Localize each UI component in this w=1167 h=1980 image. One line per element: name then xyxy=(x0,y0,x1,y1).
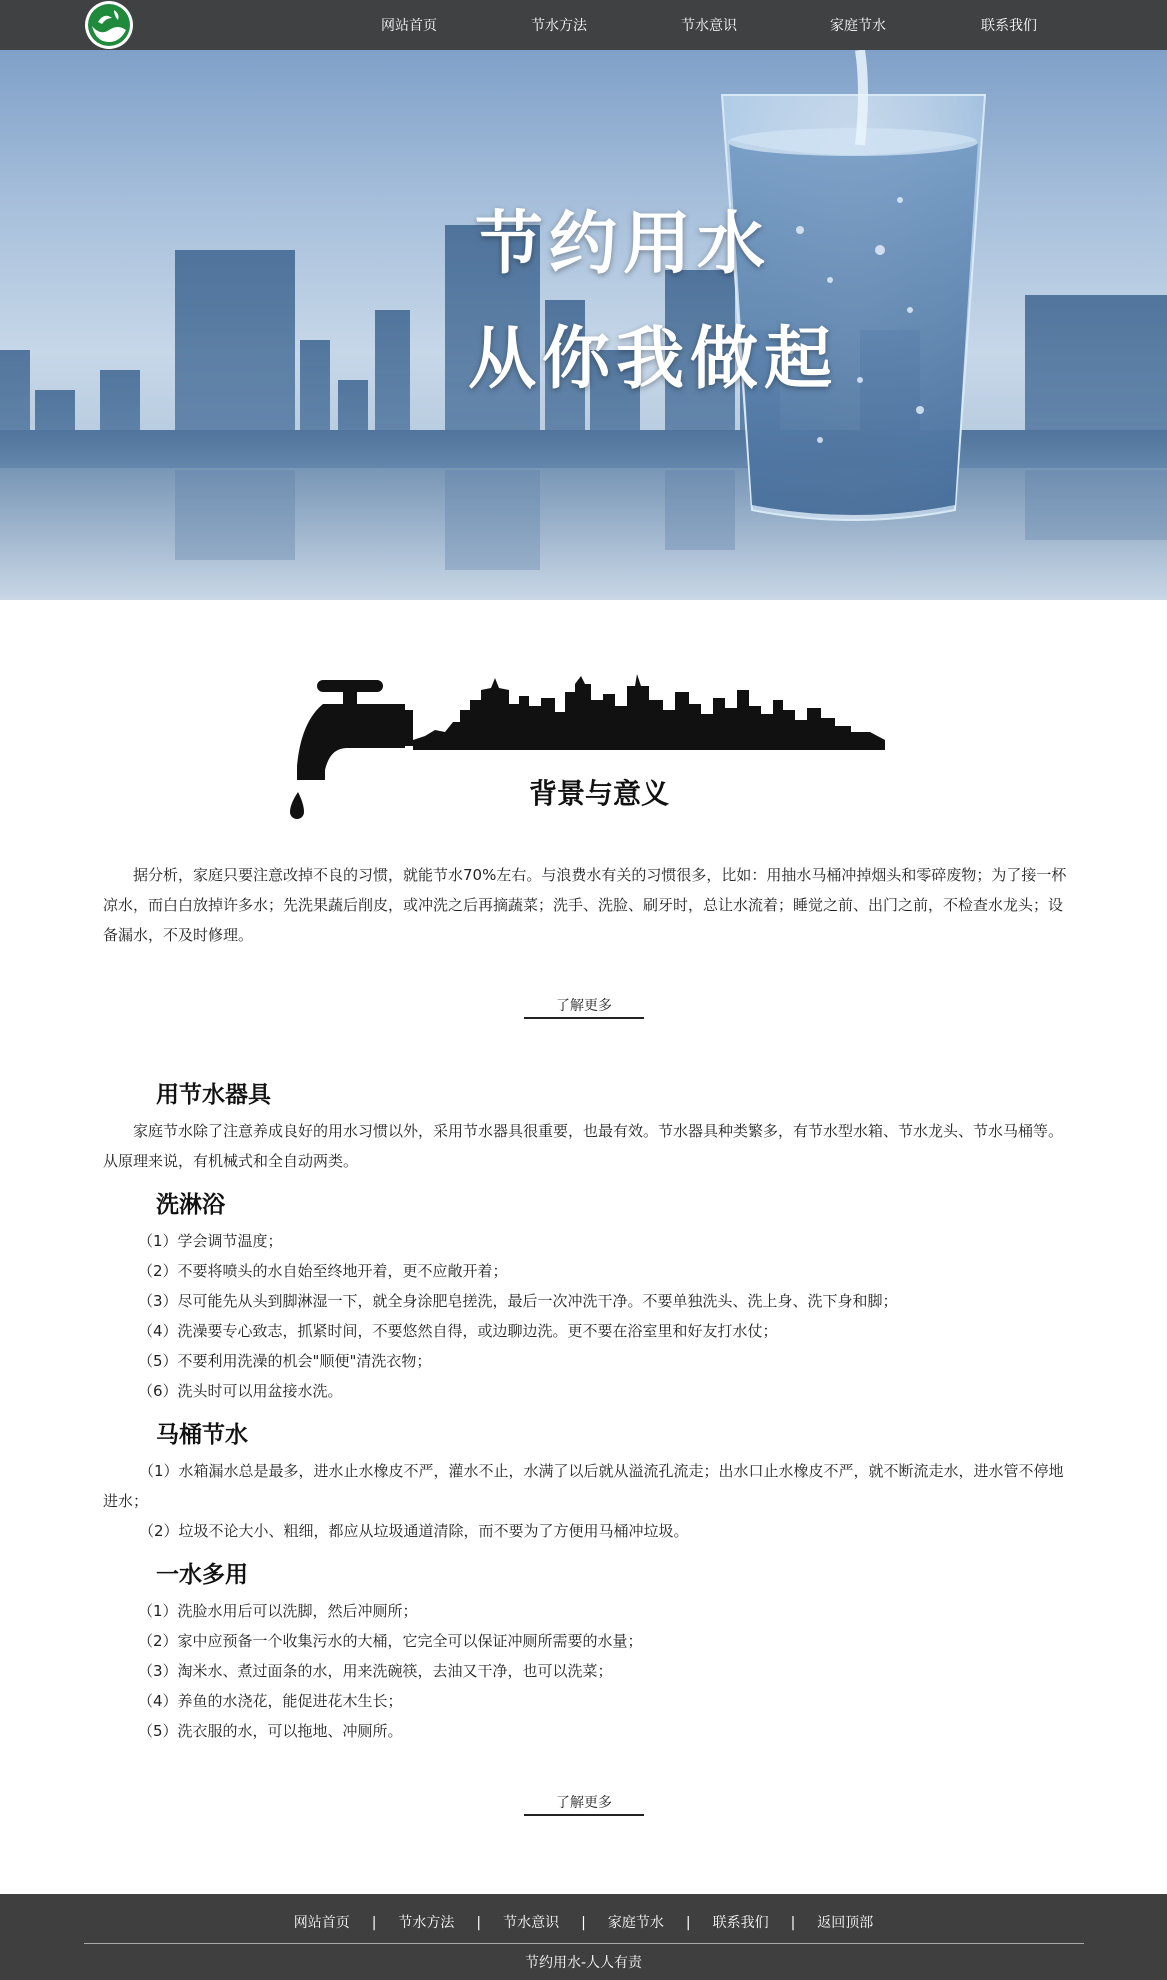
footer-link-back-to-top[interactable]: 返回顶部 xyxy=(817,1915,874,1931)
list-item: （5）洗衣服的水，可以拖地、冲厕所。 xyxy=(138,1722,403,1740)
top-nav xyxy=(0,0,1167,50)
footer-nav xyxy=(0,1912,1167,1932)
shower-title: 洗淋浴 xyxy=(156,1192,225,1218)
footer-separator: | xyxy=(581,1915,586,1931)
footer-link-awareness[interactable]: 节水意识 xyxy=(503,1915,560,1931)
list-item: （3）淘米水、煮过面条的水，用来洗碗筷，去油又干净，也可以洗菜； xyxy=(138,1662,613,1680)
nav-home-saving[interactable]: 家庭节水 xyxy=(830,18,886,34)
footer-separator: | xyxy=(476,1915,482,1931)
hero-banner xyxy=(0,50,1167,600)
reuse-list xyxy=(138,1596,1068,1746)
footer-copyright: 节约用水-人人有责 xyxy=(524,1955,643,1971)
footer-divider xyxy=(84,1943,1084,1944)
background-section-title: 背景与意义 xyxy=(529,777,670,810)
footer-separator: | xyxy=(371,1915,377,1931)
learn-more-button-2[interactable]: 了解更多 xyxy=(524,1790,644,1816)
nav-home[interactable]: 网站首页 xyxy=(381,18,437,34)
list-item: （2）不要将喷头的水自始至终地开着，更不应敞开着； xyxy=(138,1262,508,1280)
shower-list xyxy=(138,1226,1068,1406)
list-item: （4）养鱼的水浇花，能促进花木生长； xyxy=(138,1692,403,1710)
list-item: （2）垃圾不论大小、粗细，都应从垃圾通道清除，而不要为了方便用马桶冲垃圾。 xyxy=(139,1522,689,1540)
hero-slogan-line2: 从你我做起 xyxy=(468,319,839,399)
nav-methods[interactable]: 节水方法 xyxy=(531,18,587,34)
footer-link-methods[interactable]: 节水方法 xyxy=(398,1915,455,1931)
list-item: （1）水箱漏水总是最多，进水止水橡皮不严，灌水不止，水满了以后就从溢流孔流走；出水口止水橡皮不严，就不断流走水，进水管不停地进水； xyxy=(103,1462,1064,1510)
list-item: （6）洗头时可以用盆接水洗。 xyxy=(138,1382,343,1400)
background-paragraph: 据分析，家庭只要注意改掉不良的习惯，就能节水70%左右。与浪费水有关的习惯很多，比如：用抽水马桶冲掉烟头和零碎废物；为了接一杯凉水，而白白放掉许多水；先洗果蔬后削皮，或冲洗之后再摘蔬菜；洗手、洗脸、刷牙时，总让水流着；睡觉之前、出门之前，不检查水龙头；设备漏水，不及时修理。 xyxy=(103,866,1067,944)
footer xyxy=(0,1894,1167,1980)
footer-link-contact[interactable]: 联系我们 xyxy=(712,1915,769,1931)
footer-link-home-saving[interactable]: 家庭节水 xyxy=(607,1915,664,1931)
appliance-title: 用节水器具 xyxy=(156,1082,271,1108)
nav-awareness[interactable]: 节水意识 xyxy=(681,18,737,34)
list-item: （2）家中应预备一个收集污水的大桶，它完全可以保证冲厕所需要的水量； xyxy=(138,1632,643,1650)
toilet-list xyxy=(103,1456,1068,1546)
footer-link-home[interactable]: 网站首页 xyxy=(293,1915,350,1931)
footer-separator: | xyxy=(790,1915,796,1931)
list-item: （1）洗脸水用后可以洗脚，然后冲厕所； xyxy=(138,1602,418,1620)
appliance-paragraph: 家庭节水除了注意养成良好的用水习惯以外，采用节水器具很重要，也最有效。节水器具种类繁多，有节水型水箱、节水龙头、节水马桶等。从原理来说，有机械式和全自动两类。 xyxy=(103,1122,1064,1170)
list-item: （1）学会调节温度； xyxy=(138,1232,283,1250)
footer-separator: | xyxy=(685,1915,691,1931)
reuse-title: 一水多用 xyxy=(156,1562,248,1588)
learn-more-button-1[interactable]: 了解更多 xyxy=(524,993,644,1019)
nav-contact[interactable]: 联系我们 xyxy=(981,18,1037,34)
list-item: （3）尽可能先从头到脚淋湿一下，就全身涂肥皂搓洗，最后一次冲洗干净。不要单独洗头、洗上身、洗下身和脚； xyxy=(138,1292,898,1310)
site-logo-icon[interactable] xyxy=(84,0,134,50)
hero-slogan-line1: 节约用水 xyxy=(475,204,772,284)
toilet-title: 马桶节水 xyxy=(156,1422,248,1448)
list-item: （4）洗澡要专心致志，抓紧时间，不要悠然自得，或边聊边洗。更不要在浴室里和好友打水仗； xyxy=(138,1322,778,1340)
list-item: （5）不要利用洗澡的机会"顺便"清洗衣物； xyxy=(138,1352,432,1370)
